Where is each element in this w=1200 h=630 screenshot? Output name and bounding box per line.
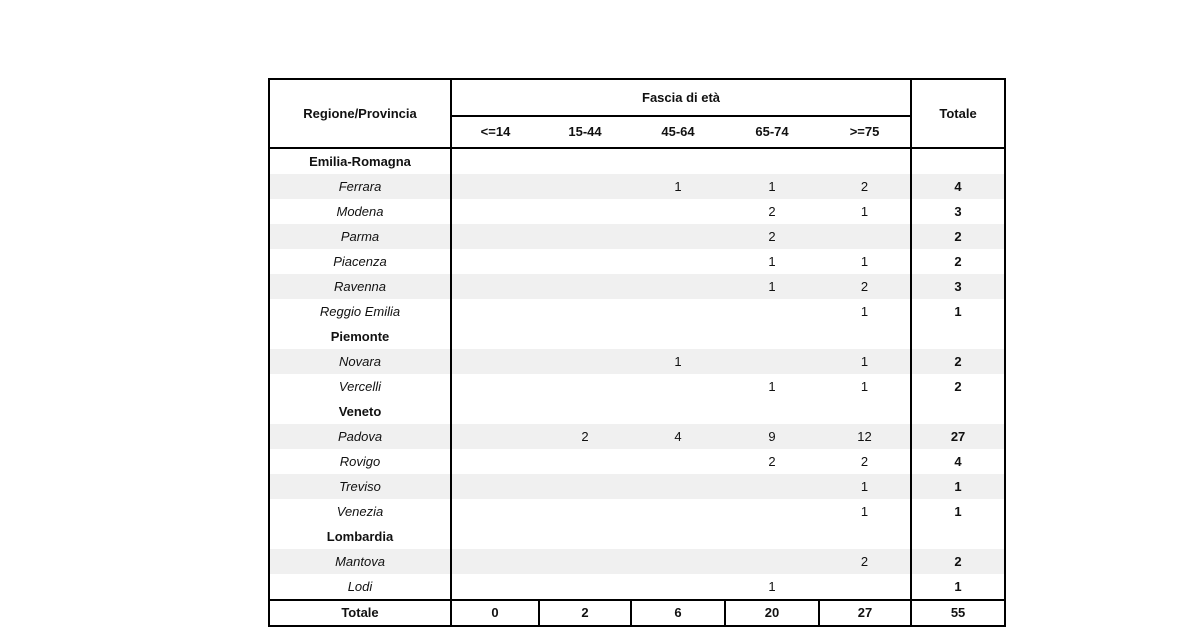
- table-row: [269, 374, 1005, 399]
- province-name: Lodi: [269, 574, 451, 600]
- table-row: [269, 274, 1005, 299]
- province-name: Novara: [269, 349, 451, 374]
- row-total: 4: [911, 449, 1005, 474]
- totals-label: Totale: [269, 600, 451, 626]
- totals-value: 0: [451, 600, 539, 626]
- cell-value: 1: [819, 349, 911, 374]
- cell-value: 2: [819, 174, 911, 199]
- row-total: 27: [911, 424, 1005, 449]
- cell-value: [631, 249, 725, 274]
- region-row: [269, 524, 1005, 549]
- header-age-band: 65-74: [725, 116, 819, 148]
- province-name: Modena: [269, 199, 451, 224]
- table-row: [269, 199, 1005, 224]
- cell-value: 2: [768, 204, 776, 219]
- province-name: Parma: [269, 224, 451, 249]
- table-row: [269, 249, 1005, 274]
- header-age-band: 45-64: [631, 116, 725, 148]
- province-name: Padova: [269, 424, 451, 449]
- cell-value: 12: [819, 424, 911, 449]
- cell-value: [725, 299, 819, 324]
- totals-value: 20: [725, 600, 819, 626]
- cell-value: [631, 299, 725, 324]
- cell-value: [451, 499, 539, 524]
- cell-value: [631, 224, 725, 249]
- cell-value: [539, 249, 631, 274]
- cell-value: [451, 574, 539, 600]
- cell-value: 2: [768, 454, 776, 469]
- table-row: [269, 474, 1005, 499]
- row-total: 2: [911, 349, 1005, 374]
- cell-value: 1: [819, 474, 911, 499]
- table-row: [269, 499, 1005, 524]
- table-row: [269, 449, 1005, 474]
- cell-value: [451, 174, 539, 199]
- header-age-band: <=14: [451, 116, 539, 148]
- cell-value: [451, 449, 539, 474]
- header-region-province: Regione/Provincia: [269, 79, 451, 148]
- cell-value: [539, 499, 631, 524]
- region-name: Veneto: [269, 399, 451, 424]
- region-row: [269, 148, 1005, 174]
- cell-value: [539, 574, 631, 600]
- cell-value: [631, 274, 725, 299]
- cell-value: 1: [860, 304, 869, 319]
- table-row: [269, 549, 1005, 574]
- cell-value: 1: [725, 274, 819, 299]
- totals-row: [269, 600, 1005, 626]
- cell-value: [631, 199, 725, 224]
- cell-value: [451, 374, 539, 399]
- cell-value: [725, 349, 819, 374]
- row-total: 2: [911, 224, 1005, 249]
- cell-value: [725, 549, 819, 574]
- cell-value: 1: [631, 174, 725, 199]
- header-age-group: Fascia di età: [451, 79, 911, 116]
- table-body: [269, 148, 1005, 626]
- cell-value: 1: [860, 254, 869, 269]
- province-name: Mantova: [269, 549, 451, 574]
- header-total: Totale: [911, 79, 1005, 148]
- cell-value: [451, 549, 539, 574]
- cell-value: 2: [860, 454, 869, 469]
- cell-value: 1: [860, 204, 869, 219]
- cell-value: [539, 349, 631, 374]
- header-age-band: 15-44: [539, 116, 631, 148]
- cell-value: [631, 499, 725, 524]
- table-row: [269, 299, 1005, 324]
- row-total: 3: [911, 199, 1005, 224]
- cell-value: [451, 349, 539, 374]
- cell-value: [631, 574, 725, 600]
- cell-value: 1: [860, 504, 869, 519]
- cell-value: [451, 299, 539, 324]
- table-row: [269, 574, 1005, 600]
- cell-value: 2: [539, 424, 631, 449]
- province-name: Venezia: [269, 499, 451, 524]
- cell-value: [539, 549, 631, 574]
- region-row: [269, 324, 1005, 349]
- cell-value: 1: [725, 174, 819, 199]
- region-row: [269, 399, 1005, 424]
- totals-value: 27: [819, 600, 911, 626]
- cell-value: [631, 549, 725, 574]
- cell-value: [539, 474, 631, 499]
- row-total: 1: [911, 474, 1005, 499]
- cell-value: 4: [631, 424, 725, 449]
- table-row: [269, 224, 1005, 249]
- region-name: Emilia-Romagna: [269, 148, 451, 174]
- cell-value: [819, 224, 911, 249]
- cell-value: 1: [768, 379, 776, 394]
- cell-value: [631, 449, 725, 474]
- cell-value: [725, 474, 819, 499]
- cell-value: [539, 449, 631, 474]
- row-total: 4: [911, 174, 1005, 199]
- row-total: 2: [911, 249, 1005, 274]
- province-name: Treviso: [269, 474, 451, 499]
- cell-value: [539, 374, 631, 399]
- table-row: [269, 349, 1005, 374]
- cell-value: [539, 199, 631, 224]
- table-row: [269, 174, 1005, 199]
- totals-value: 2: [539, 600, 631, 626]
- cell-value: [451, 224, 539, 249]
- cell-value: 9: [725, 424, 819, 449]
- cell-value: 2: [725, 224, 819, 249]
- row-total: 2: [911, 374, 1005, 399]
- cell-value: [539, 274, 631, 299]
- province-name: Ferrara: [269, 174, 451, 199]
- cell-value: [451, 474, 539, 499]
- cell-value: [451, 274, 539, 299]
- row-total: 1: [911, 499, 1005, 524]
- cell-value: 1: [860, 379, 869, 394]
- cell-value: 1: [631, 349, 725, 374]
- totals-value: 6: [631, 600, 725, 626]
- cell-value: [539, 174, 631, 199]
- province-name: Reggio Emilia: [269, 299, 451, 324]
- province-name: Ravenna: [269, 274, 451, 299]
- province-name: Rovigo: [269, 449, 451, 474]
- cell-value: [631, 474, 725, 499]
- cell-value: 1: [768, 579, 776, 594]
- cell-value: 2: [819, 274, 911, 299]
- province-name: Piacenza: [269, 249, 451, 274]
- row-total: 1: [911, 574, 1005, 600]
- row-total: 1: [911, 299, 1005, 324]
- cell-value: [539, 299, 631, 324]
- cases-table: [268, 78, 1006, 627]
- cell-value: [451, 199, 539, 224]
- row-total: 3: [911, 274, 1005, 299]
- cell-value: 1: [768, 254, 776, 269]
- cell-value: 2: [819, 549, 911, 574]
- cell-value: [451, 249, 539, 274]
- cell-value: [539, 224, 631, 249]
- cell-value: [725, 499, 819, 524]
- header-age-band: >=75: [819, 116, 911, 148]
- province-name: Vercelli: [269, 374, 451, 399]
- region-name: Lombardia: [269, 524, 451, 549]
- region-name: Piemonte: [269, 324, 451, 349]
- cell-value: [631, 374, 725, 399]
- cell-value: [451, 424, 539, 449]
- table-row: [269, 424, 1005, 449]
- row-total: 2: [911, 549, 1005, 574]
- grand-total: 55: [911, 600, 1005, 626]
- cell-value: [819, 574, 911, 600]
